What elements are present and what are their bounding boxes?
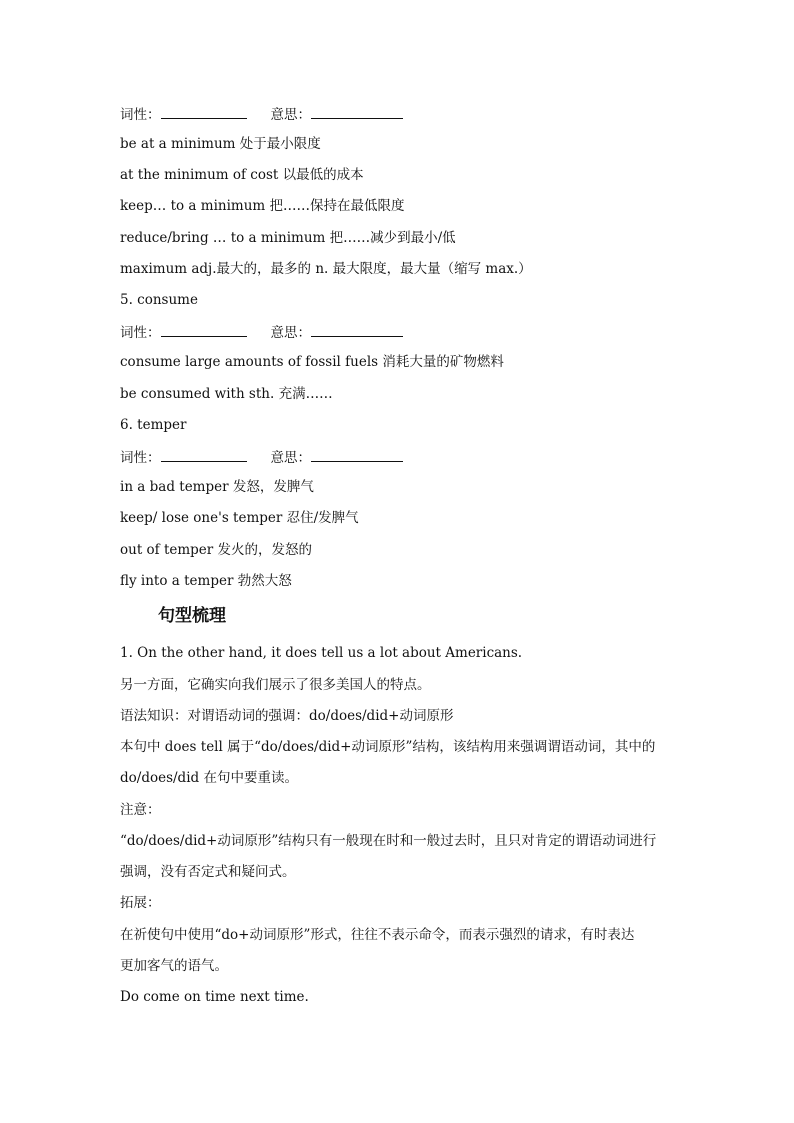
phrase-line: keep… to a minimum 把……保持在最低限度 — [120, 198, 405, 214]
phrase-line: consume large amounts of fossil fuels 消耗大量的矿物燃料 — [120, 354, 504, 370]
pos-label: 词性： — [120, 325, 161, 341]
fill-in-row-consume — [120, 322, 403, 342]
phrase-line: in a bad temper 发怒，发脾气 — [120, 479, 314, 495]
sentence-chinese: 另一方面，它确实向我们展示了很多美国人的特点。 — [120, 677, 431, 693]
note-line: “do/does/did+动词原形”结构只有一般现在时和一般过去时，且只对肯定的谓语动词进行 — [120, 833, 657, 849]
phrase-line: out of temper 发火的，发怒的 — [120, 542, 313, 558]
meaning-label: 意思： — [270, 107, 311, 123]
extend-line: 在祈使句中使用“do+动词原形”形式，往往不表示命令，而表示强烈的请求，有时表达 — [120, 927, 635, 943]
pos-label: 词性： — [120, 450, 161, 466]
pos-label: 词性： — [120, 107, 161, 123]
pos-blank[interactable] — [161, 322, 247, 337]
extend-line: 更加客气的语气。 — [120, 958, 228, 974]
note-label: 注意： — [120, 802, 161, 818]
pos-blank[interactable] — [161, 447, 247, 462]
phrase-line: keep/ lose one's temper 忍住/发脾气 — [120, 510, 359, 526]
meaning-blank[interactable] — [311, 104, 403, 119]
sentence-english: 1. On the other hand, it does tell us a lot about Americans. — [120, 645, 523, 661]
phrase-line: reduce/bring … to a minimum 把……减少到最小/低 — [120, 230, 456, 246]
grammar-point: 语法知识：对谓语动词的强调：do/does/did+动词原形 — [120, 708, 454, 724]
example-sentence: Do come on time next time. — [120, 989, 309, 1005]
word-title-consume: 5. consume — [120, 292, 198, 308]
phrase-line: be consumed with sth. 充满…… — [120, 386, 333, 402]
fill-in-row-temper — [120, 447, 403, 467]
phrase-line: fly into a temper 勃然大怒 — [120, 573, 292, 589]
note-line: 强调，没有否定式和疑问式。 — [120, 864, 296, 880]
meaning-label: 意思： — [270, 325, 311, 341]
meaning-blank[interactable] — [311, 447, 403, 462]
section-heading: 句型梳理 — [158, 606, 226, 626]
meaning-blank[interactable] — [311, 322, 403, 337]
extend-label: 拓展： — [120, 895, 161, 911]
word-title-temper: 6. temper — [120, 417, 187, 433]
fill-in-row-minimum — [120, 104, 403, 124]
phrase-line: maximum adj.最大的，最多的 n. 最大限度，最大量（缩写 max.） — [120, 261, 532, 277]
phrase-line: be at a minimum 处于最小限度 — [120, 136, 321, 152]
explanation-line: do/does/did 在句中要重读。 — [120, 770, 298, 786]
pos-blank[interactable] — [161, 104, 247, 119]
phrase-line: at the minimum of cost 以最低的成本 — [120, 167, 364, 183]
explanation-line: 本句中 does tell 属于“do/does/did+动词原形”结构，该结构用来强调谓语动词，其中的 — [120, 739, 656, 755]
meaning-label: 意思： — [270, 450, 311, 466]
